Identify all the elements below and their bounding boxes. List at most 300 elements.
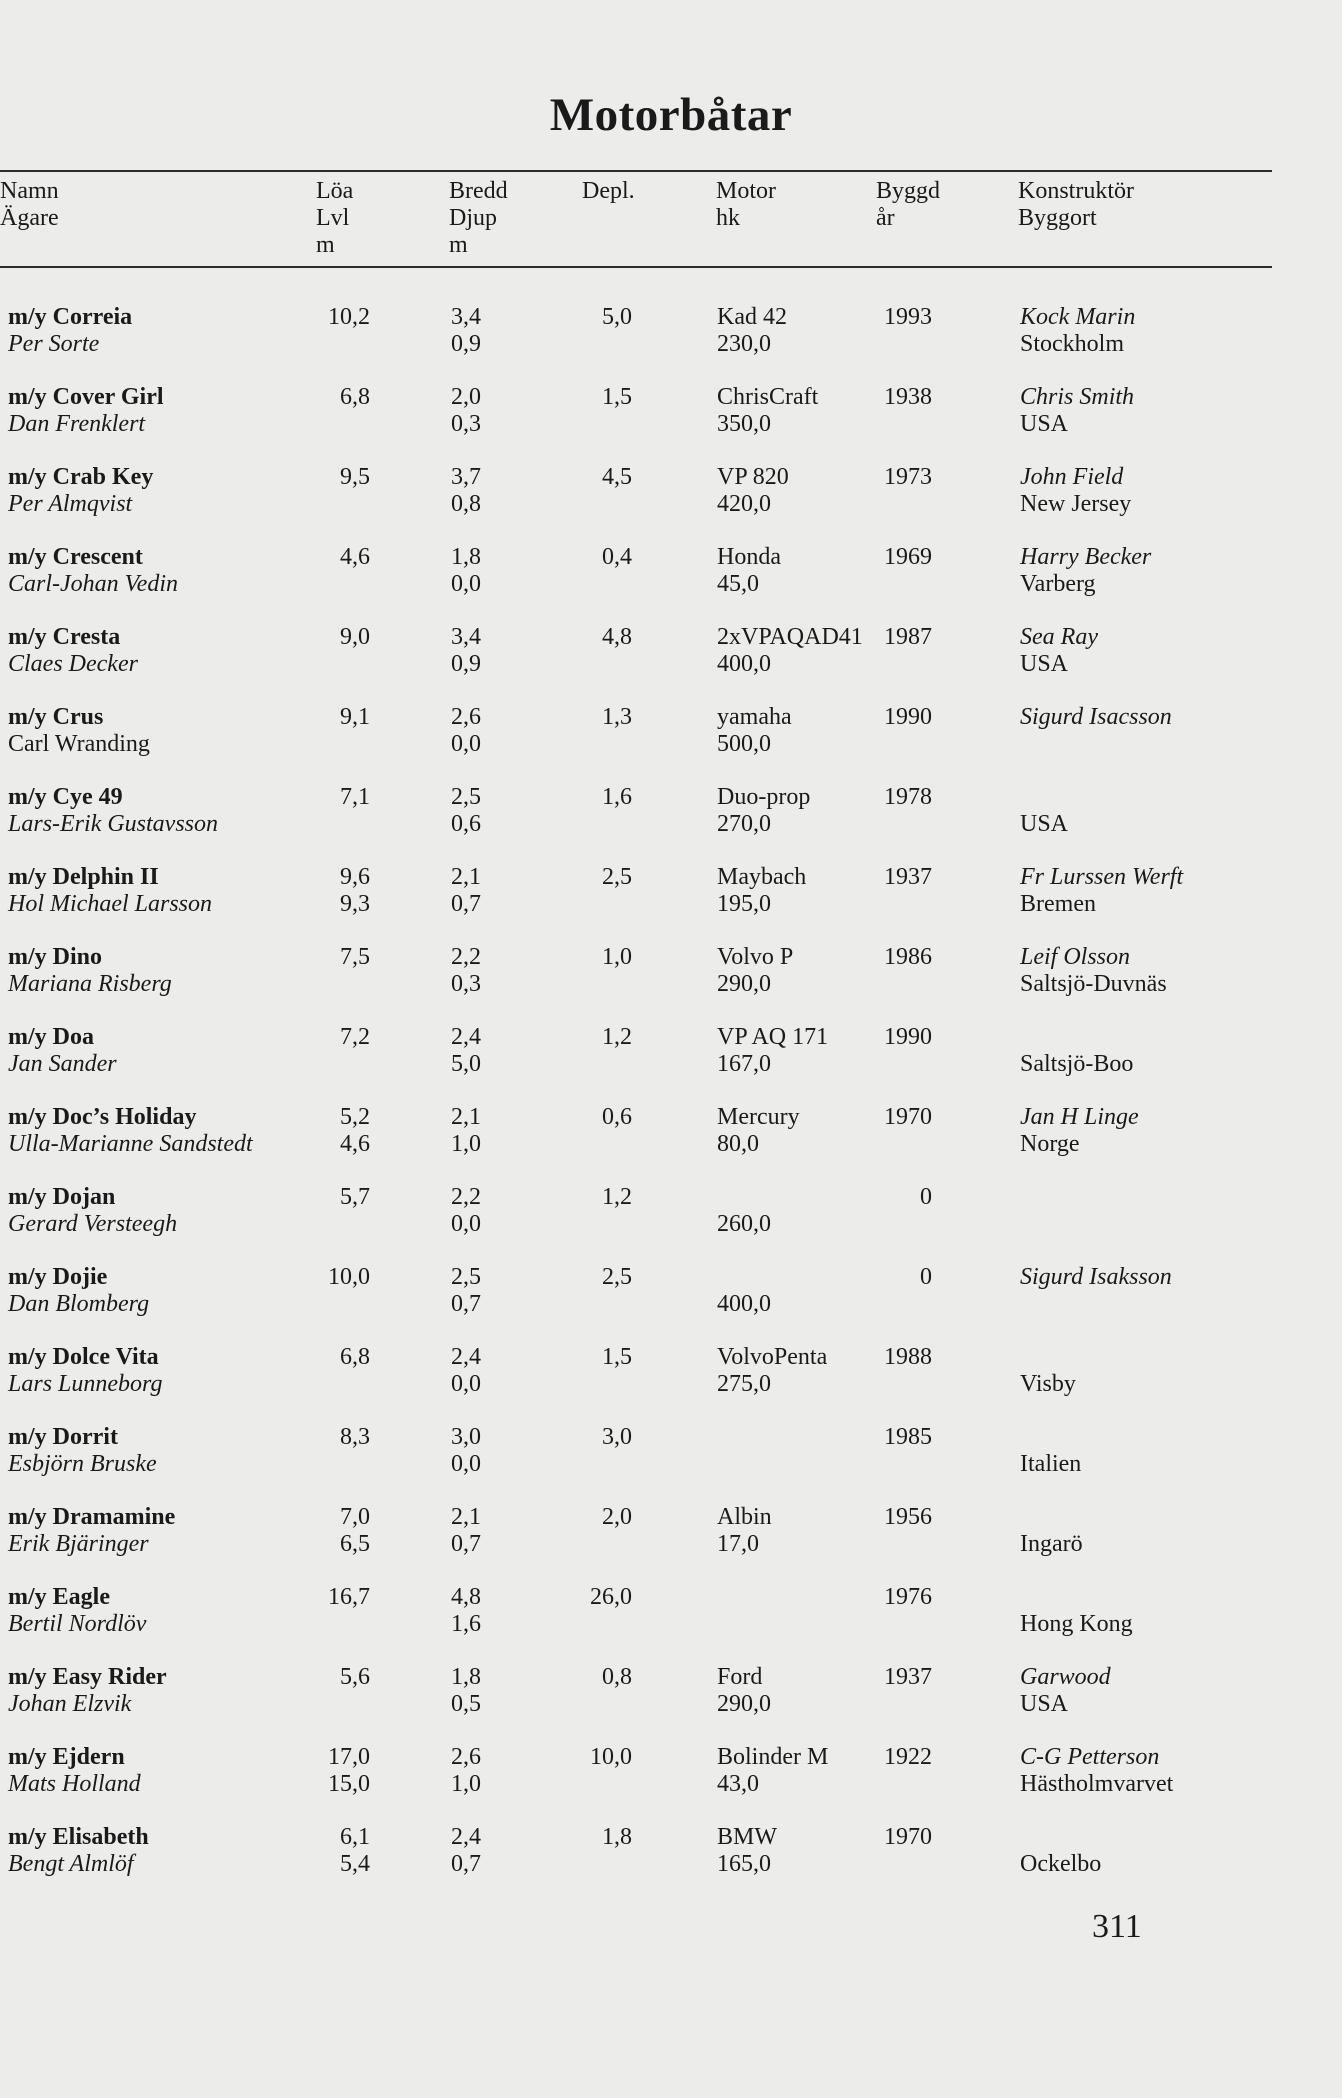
bredd-value: 2,0 (451, 384, 481, 410)
bredd-value: 1,8 (451, 1664, 481, 1690)
depl-value: 26,0 (590, 1584, 632, 1610)
name-value: m/y Doa (8, 1024, 94, 1050)
djup-value: 1,0 (451, 1771, 481, 1797)
hk-value: 260,0 (717, 1211, 771, 1237)
boat-name-cell (8, 1184, 177, 1238)
konstruktor-value (1020, 1424, 1081, 1451)
depl-cell (602, 544, 632, 571)
boat-name-cell (8, 704, 150, 758)
boat-name-cell (8, 1024, 117, 1078)
konstruktor-value (1020, 1584, 1133, 1611)
bredd-cell (451, 1104, 481, 1158)
loa-cell (340, 1024, 370, 1078)
konstruktor-value (1020, 1344, 1076, 1371)
djup-value: 5,0 (451, 1051, 481, 1077)
name-value: m/y Elisabeth (8, 1824, 149, 1850)
byggd-cell (884, 384, 932, 411)
owner-value: Erik Bjäringer (8, 1531, 149, 1557)
owner-value: Carl Wranding (8, 731, 150, 757)
boat-name-cell (8, 1824, 149, 1878)
bredd-cell (451, 1424, 481, 1478)
byggort-value: Hong Kong (1020, 1611, 1133, 1637)
name-value: m/y Eagle (8, 1584, 110, 1610)
bredd-value: 3,7 (451, 464, 481, 490)
header-label: Depl. (582, 178, 635, 204)
byggd-cell (884, 1584, 932, 1611)
konstruktor-value: John Field (1020, 464, 1124, 490)
konstruktor-cell (1020, 1424, 1081, 1478)
byggd-cell (884, 1824, 932, 1851)
loa-cell (340, 624, 370, 678)
owner-value: Ulla-Marianne Sandstedt (8, 1131, 253, 1157)
header-label: hk (716, 205, 740, 231)
depl-value: 4,8 (602, 624, 632, 650)
depl-cell (602, 864, 632, 891)
bredd-value: 2,1 (451, 864, 481, 890)
djup-value: 0,7 (451, 1531, 481, 1557)
loa-cell (340, 864, 370, 918)
motor-cell (717, 464, 789, 518)
hk-value: 400,0 (717, 1291, 771, 1317)
header-label: Konstruktör (1018, 178, 1134, 204)
boat-name-cell (8, 1264, 149, 1318)
hk-value: 80,0 (717, 1131, 759, 1157)
byggd-cell (920, 1264, 932, 1291)
loa-cell (328, 1264, 370, 1318)
bredd-value: 2,2 (451, 944, 481, 970)
loa-cell (340, 1424, 370, 1478)
loa-value: 5,7 (340, 1184, 370, 1210)
loa-cell (340, 544, 370, 598)
byggort-value: Visby (1020, 1371, 1076, 1397)
byggort-value: USA (1020, 811, 1069, 837)
hk-value: 45,0 (717, 571, 759, 597)
loa-cell (340, 1824, 370, 1878)
name-value: m/y Dino (8, 944, 103, 970)
motor-value: Kad 42 (717, 304, 787, 330)
byggd-value: 1973 (884, 464, 932, 490)
lvl-value (328, 1611, 370, 1638)
byggd-value: 1978 (884, 784, 932, 810)
name-value: m/y Dojie (8, 1264, 108, 1290)
djup-value: 0,7 (451, 1851, 481, 1877)
name-value: m/y Crescent (8, 544, 143, 570)
boat-name-cell (8, 1104, 253, 1158)
byggort-value: Hästholmvarvet (1020, 1771, 1174, 1797)
header-label: Lvl (316, 205, 350, 231)
depl-value: 1,6 (602, 784, 632, 810)
loa-value: 16,7 (328, 1584, 370, 1610)
depl-cell (602, 1344, 632, 1371)
motor-value: VolvoPenta (717, 1344, 828, 1370)
lvl-value: 4,6 (340, 1131, 370, 1157)
depl-value: 1,8 (602, 1824, 632, 1850)
owner-value: Bengt Almlöf (8, 1851, 134, 1877)
depl-value: 1,3 (602, 704, 632, 730)
hk-value: 167,0 (717, 1051, 771, 1077)
motor-cell (717, 624, 863, 678)
byggd-cell (920, 1184, 932, 1211)
motor-value (717, 1184, 771, 1211)
loa-cell (340, 704, 370, 758)
lvl-value (328, 1291, 370, 1318)
depl-cell (602, 1504, 632, 1531)
boat-name-cell (8, 1744, 141, 1798)
header-label: Ägare (0, 205, 59, 231)
byggd-cell (884, 944, 932, 971)
byggd-value: 1976 (884, 1584, 932, 1610)
byggd-cell (884, 624, 932, 651)
page-number: 311 (1092, 1908, 1142, 1945)
konstruktor-value: Sea Ray (1020, 624, 1098, 650)
bredd-value: 3,4 (451, 304, 481, 330)
bredd-cell (451, 704, 481, 758)
djup-value: 0,0 (451, 1451, 481, 1477)
byggd-value: 0 (920, 1184, 932, 1210)
byggort-value: New Jersey (1020, 491, 1132, 517)
motor-cell (717, 704, 792, 758)
owner-value: Mats Holland (8, 1771, 141, 1797)
byggd-value: 1990 (884, 1024, 932, 1050)
byggort-value: Italien (1020, 1451, 1082, 1477)
byggd-value: 0 (920, 1264, 932, 1290)
motor-value: VP 820 (717, 464, 789, 490)
boat-name-cell (8, 384, 164, 438)
motor-value (717, 1264, 771, 1291)
bredd-value: 2,1 (451, 1504, 481, 1530)
boat-name-cell (8, 1584, 146, 1638)
byggd-cell (884, 1504, 932, 1531)
motor-cell (717, 1504, 772, 1558)
konstruktor-cell (1020, 624, 1098, 678)
owner-value: Claes Decker (8, 651, 138, 677)
name-value: m/y Delphin II (8, 864, 159, 890)
bredd-cell (451, 464, 481, 518)
name-value: m/y Correia (8, 304, 133, 330)
depl-cell (602, 1184, 632, 1211)
djup-value: 0,0 (451, 571, 481, 597)
konstruktor-cell (1020, 1264, 1172, 1318)
loa-value: 17,0 (328, 1744, 370, 1770)
konstruktor-value: Chris Smith (1020, 384, 1135, 410)
motor-value: VP AQ 171 (717, 1024, 829, 1050)
header-label: m (449, 232, 468, 258)
loa-value: 4,6 (340, 544, 370, 570)
lvl-value: 5,4 (340, 1851, 370, 1877)
lvl-value: 9,3 (340, 891, 370, 917)
byggort-value: Ingarö (1020, 1531, 1083, 1557)
owner-value: Gerard Versteegh (8, 1211, 178, 1237)
loa-value: 6,1 (340, 1824, 370, 1850)
djup-value: 0,5 (451, 1691, 481, 1717)
lvl-value (340, 811, 370, 838)
djup-value: 0,3 (451, 411, 481, 437)
owner-value: Hol Michael Larsson (8, 891, 212, 917)
byggd-value: 1937 (884, 1664, 932, 1690)
depl-cell (602, 944, 632, 971)
motor-value: Mercury (717, 1104, 800, 1130)
konstruktor-value: Sigurd Isaksson (1020, 1264, 1172, 1290)
hk-value: 43,0 (717, 1771, 759, 1797)
header-label: Byggd (876, 178, 941, 204)
motor-cell (717, 944, 793, 998)
byggd-cell (884, 304, 932, 331)
owner-value: Per Sorte (8, 331, 100, 357)
byggd-cell (884, 784, 932, 811)
bredd-value: 1,8 (451, 544, 481, 570)
bredd-cell (451, 304, 481, 358)
depl-cell (602, 1104, 632, 1131)
motor-cell (717, 784, 810, 838)
loa-cell (328, 1744, 370, 1798)
bredd-cell (451, 1584, 481, 1638)
lvl-value (340, 571, 370, 598)
owner-value: Esbjörn Bruske (8, 1451, 157, 1477)
byggd-value: 1970 (884, 1824, 932, 1850)
konstruktor-value: Harry Becker (1020, 544, 1152, 570)
depl-cell (602, 704, 632, 731)
depl-value: 3,0 (602, 1424, 632, 1450)
bredd-value: 2,5 (451, 1264, 481, 1290)
bredd-value: 3,4 (451, 624, 481, 650)
konstruktor-value: Leif Olsson (1020, 944, 1131, 970)
lvl-value (340, 651, 370, 678)
motor-cell (717, 1104, 800, 1158)
boat-name-cell (8, 864, 212, 918)
motor-value: yamaha (717, 704, 792, 730)
boat-name-cell (8, 304, 132, 358)
byggort-value: Saltsjö-Duvnäs (1020, 971, 1167, 997)
owner-value: Dan Frenklert (8, 411, 146, 437)
header-label: Byggort (1018, 205, 1097, 231)
konstruktor-value: Kock Marin (1020, 304, 1136, 330)
loa-value: 9,0 (340, 624, 370, 650)
konstruktor-cell (1020, 704, 1172, 758)
loa-value: 7,2 (340, 1024, 370, 1050)
loa-value: 6,8 (340, 1344, 370, 1370)
byggort-value: Saltsjö-Boo (1020, 1051, 1134, 1077)
byggort-value: Bremen (1020, 891, 1096, 917)
depl-value: 0,4 (602, 544, 632, 570)
byggd-cell (884, 464, 932, 491)
byggd-cell (884, 1344, 932, 1371)
bredd-value: 4,8 (451, 1584, 481, 1610)
name-value: m/y Dramamine (8, 1504, 176, 1530)
owner-value: Per Almqvist (8, 491, 133, 517)
byggd-value: 1986 (884, 944, 932, 970)
loa-value: 7,1 (340, 784, 370, 810)
hk-value: 270,0 (717, 811, 771, 837)
depl-cell (602, 1024, 632, 1051)
bredd-cell (451, 1744, 481, 1798)
hk-value: 420,0 (717, 491, 771, 517)
boat-name-cell (8, 464, 153, 518)
konstruktor-value (1020, 1024, 1133, 1051)
konstruktor-value: Jan H Linge (1020, 1104, 1139, 1130)
owner-value: Carl-Johan Vedin (8, 571, 178, 597)
header-label: Djup (449, 205, 497, 231)
depl-cell (590, 1584, 632, 1611)
loa-value: 5,6 (340, 1664, 370, 1690)
motor-value: Ford (717, 1664, 763, 1690)
byggd-value: 1988 (884, 1344, 932, 1370)
motor-cell (717, 1664, 771, 1718)
motor-value: BMW (717, 1824, 777, 1850)
konstruktor-cell (1020, 1664, 1111, 1718)
motor-cell (717, 1744, 828, 1798)
hk-value: 350,0 (717, 411, 771, 437)
name-value: m/y Easy Rider (8, 1664, 167, 1690)
depl-cell (602, 1424, 632, 1451)
loa-cell (340, 1104, 370, 1158)
konstruktor-cell (1020, 1104, 1139, 1158)
hk-value: 195,0 (717, 891, 771, 917)
depl-value: 1,5 (602, 384, 632, 410)
depl-value: 1,2 (602, 1184, 632, 1210)
bredd-value: 3,0 (451, 1424, 481, 1450)
name-value: m/y Cresta (8, 624, 121, 650)
konstruktor-cell (1020, 864, 1183, 918)
owner-value: Dan Blomberg (8, 1291, 150, 1317)
lvl-value (340, 971, 370, 998)
bredd-cell (451, 944, 481, 998)
owner-value: Johan Elzvik (8, 1691, 132, 1717)
byggd-cell (884, 864, 932, 891)
byggd-value: 1969 (884, 544, 932, 570)
depl-value: 2,5 (602, 1264, 632, 1290)
motor-value: Volvo P (717, 944, 794, 970)
byggd-value: 1987 (884, 624, 932, 650)
loa-value: 5,2 (340, 1104, 370, 1130)
owner-value: Mariana Risberg (8, 971, 172, 997)
konstruktor-cell (1020, 544, 1151, 598)
lvl-value (340, 1371, 370, 1398)
byggort-value: Stockholm (1020, 331, 1125, 357)
byggd-value: 1937 (884, 864, 932, 890)
konstruktor-cell (1020, 1504, 1083, 1558)
loa-cell (340, 464, 370, 518)
loa-value: 9,6 (340, 864, 370, 890)
byggd-cell (884, 544, 932, 571)
djup-value: 0,0 (451, 731, 481, 757)
hk-value: 17,0 (717, 1531, 759, 1557)
byggort-value: USA (1020, 1691, 1069, 1717)
motor-value: Maybach (717, 864, 807, 890)
bredd-cell (451, 624, 481, 678)
djup-value: 0,3 (451, 971, 481, 997)
header-label: Motor (716, 178, 776, 204)
motor-cell (717, 1344, 827, 1398)
lvl-value (328, 331, 370, 358)
depl-value: 1,2 (602, 1024, 632, 1050)
header-label: Namn (0, 178, 59, 204)
konstruktor-value: Garwood (1020, 1664, 1111, 1690)
konstruktor-cell (1020, 784, 1068, 838)
bredd-cell (451, 1344, 481, 1398)
bredd-cell (451, 864, 481, 918)
loa-value: 6,8 (340, 384, 370, 410)
loa-cell (340, 384, 370, 438)
konstruktor-cell (1020, 1584, 1133, 1638)
loa-value: 9,5 (340, 464, 370, 490)
owner-value: Bertil Nordlöv (8, 1611, 147, 1637)
hk-value: 500,0 (717, 731, 771, 757)
byggd-cell (884, 704, 932, 731)
hk-value: 400,0 (717, 651, 771, 677)
motor-cell (717, 544, 781, 598)
loa-cell (340, 1344, 370, 1398)
header-label: Bredd (449, 178, 508, 204)
djup-value: 1,6 (451, 1611, 481, 1637)
loa-cell (340, 784, 370, 838)
loa-value: 10,0 (328, 1264, 370, 1290)
lvl-value: 6,5 (340, 1531, 370, 1557)
depl-value: 2,0 (602, 1504, 632, 1530)
depl-cell (602, 624, 632, 651)
boat-name-cell (8, 1424, 157, 1478)
header-label: år (876, 205, 895, 231)
loa-value: 7,5 (340, 944, 370, 970)
motor-cell (717, 1824, 777, 1878)
bredd-value: 2,1 (451, 1104, 481, 1130)
motor-value: Albin (717, 1504, 772, 1530)
depl-value: 1,5 (602, 1344, 632, 1370)
lvl-value (340, 1691, 370, 1718)
loa-value: 8,3 (340, 1424, 370, 1450)
lvl-value: 15,0 (328, 1771, 370, 1797)
depl-cell (602, 784, 632, 811)
name-value: m/y Cover Girl (8, 384, 164, 410)
bredd-cell (451, 384, 481, 438)
djup-value: 0,7 (451, 891, 481, 917)
byggd-cell (884, 1104, 932, 1131)
byggort-value: Norge (1020, 1131, 1080, 1157)
bredd-value: 2,4 (451, 1344, 481, 1370)
byggd-cell (884, 1424, 932, 1451)
boat-name-cell (8, 1504, 175, 1558)
byggd-value: 1956 (884, 1504, 932, 1530)
byggort-value: Ockelbo (1020, 1851, 1102, 1877)
boat-name-cell (8, 544, 178, 598)
konstruktor-value: C-G Petterson (1020, 1744, 1160, 1770)
lvl-value (340, 411, 370, 438)
motor-cell (717, 1024, 828, 1078)
konstruktor-cell (1020, 384, 1134, 438)
boat-name-cell (8, 624, 138, 678)
depl-value: 0,8 (602, 1664, 632, 1690)
depl-cell (602, 304, 632, 331)
lvl-value (340, 1051, 370, 1078)
djup-value: 0,7 (451, 1291, 481, 1317)
loa-cell (328, 1584, 370, 1638)
owner-value: Jan Sander (8, 1051, 117, 1077)
motor-cell (717, 1264, 771, 1318)
motor-value: Duo-prop (717, 784, 811, 810)
bredd-value: 2,6 (451, 704, 481, 730)
bredd-value: 2,4 (451, 1824, 481, 1850)
name-value: m/y Cye 49 (8, 784, 123, 810)
owner-value: Lars-Erik Gustavsson (8, 811, 219, 837)
bredd-cell (451, 1504, 481, 1558)
boat-name-cell (8, 1344, 162, 1398)
motor-cell (717, 304, 787, 358)
name-value: m/y Doc’s Holiday (8, 1104, 197, 1130)
motor-value: Honda (717, 544, 781, 570)
bredd-cell (451, 1184, 481, 1238)
bredd-value: 2,4 (451, 1024, 481, 1050)
motor-value: 2xVPAQAD41 (717, 624, 863, 650)
konstruktor-cell (1020, 304, 1135, 358)
